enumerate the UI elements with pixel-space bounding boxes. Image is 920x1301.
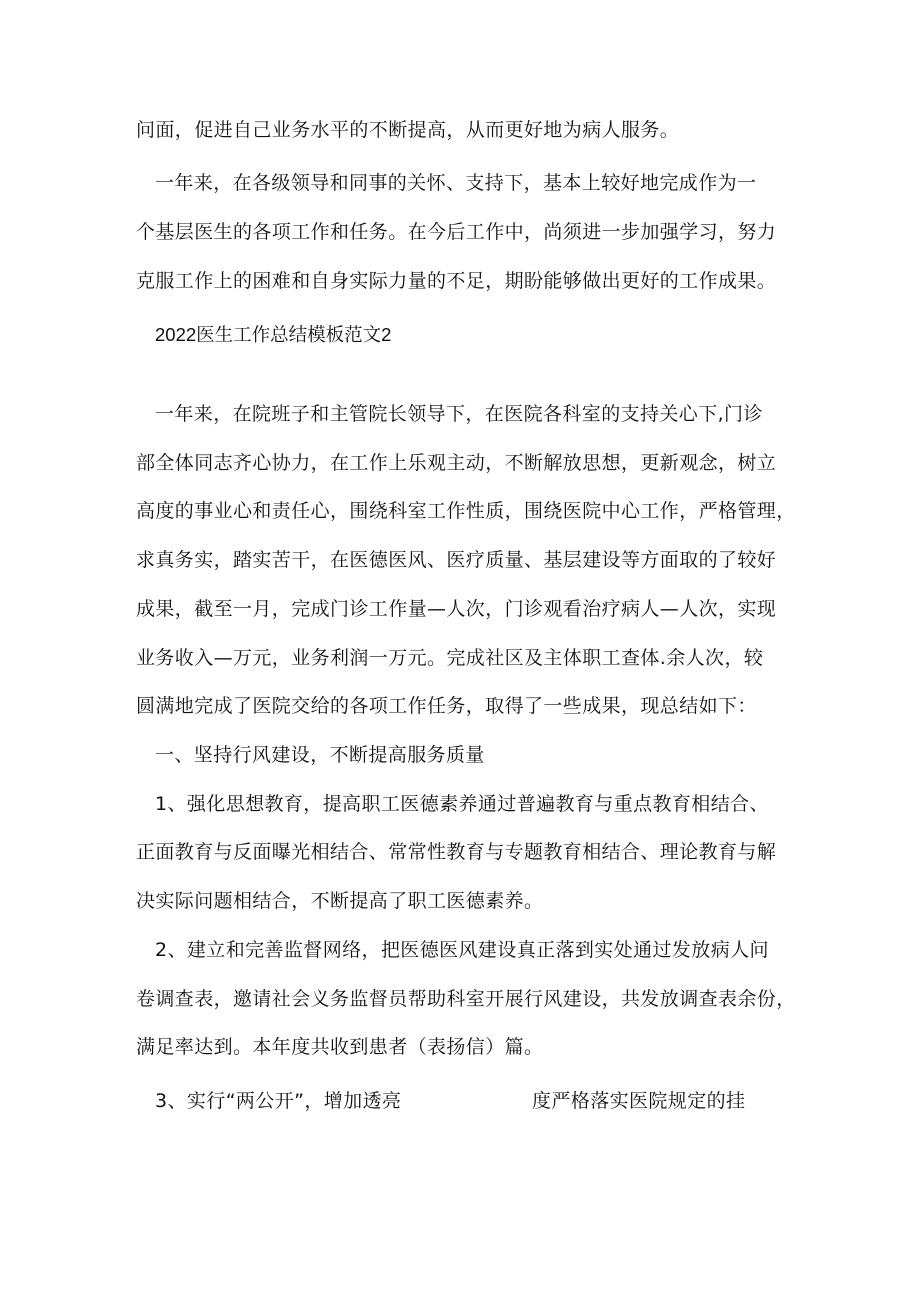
- paragraph-line: 问面，促进自己业务水平的不断提高，从而更好地为病人服务。: [136, 119, 680, 141]
- paragraph-line: 圆满地完成了医院交给的各项工作任务，取得了一些成果，现总结如下：: [136, 695, 757, 717]
- paragraph-line: 正面教育与反面曝光相结合、常常性教育与专题教育相结合、理论教育与解: [136, 841, 777, 863]
- paragraph-line: 一年来，在各级领导和同事的关怀、支持下，基本上较好地完成作为一: [155, 172, 757, 194]
- subheading-line: 一、坚持行风建设，不断提高服务质量: [155, 744, 485, 766]
- paragraph-line: 决实际问题相结合，不断提高了职工医德素养。: [136, 890, 544, 912]
- paragraph-line: 个基层医生的各项工作和任务。在今后工作中，尚须进一步加强学习，努力: [136, 221, 777, 243]
- paragraph-line: 一年来，在院班子和主管院长领导下，在医院各科室的支持关心下,门诊: [155, 403, 763, 425]
- paragraph-line: 满足率达到。本年度共收到患者（表扬信）篇。: [136, 1036, 544, 1058]
- paragraph-line: 成果，截至一月，完成门诊工作量—人次，门诊观看治疗病人—人次，实现: [136, 598, 777, 620]
- paragraph-line: 业务收入—万元，业务利润一万元。完成社区及主体职工查体.余人次，较: [136, 647, 764, 669]
- paragraph-line: 2、建立和完善监督网络，把医德医风建设真正落到实处通过发放病人问: [155, 939, 769, 961]
- paragraph-line: 部全体同志齐心协力，在工作上乐观主动，不断解放思想，更新观念，树立: [136, 452, 777, 474]
- paragraph-line: 求真务实，踏实苦干，在医德医风、医疗质量、基层建设等方面取的了较好: [136, 549, 777, 571]
- section-heading: 2022医生工作总结模板范文2: [155, 324, 392, 345]
- paragraph-line: 克服工作上的困难和自身实际力量的不足，期盼能够做出更好的工作成果。: [136, 270, 777, 292]
- paragraph-line: 高度的事业心和责任心，围绕科室工作性质，围绕医院中心工作，严格管理，: [136, 500, 796, 522]
- paragraph-line: 卷调查表，邀请社会义务监督员帮助科室开展行风建设，共发放调查表余份，: [136, 988, 796, 1010]
- paragraph-line: 1、强化思想教育，提高职工医德素养通过普遍教育与重点教育相结合、: [155, 793, 769, 815]
- paragraph-line-left: 3、实行“两公开”，增加透亮: [155, 1090, 402, 1112]
- paragraph-line-right: 度严格落实医院规定的挂: [532, 1090, 746, 1112]
